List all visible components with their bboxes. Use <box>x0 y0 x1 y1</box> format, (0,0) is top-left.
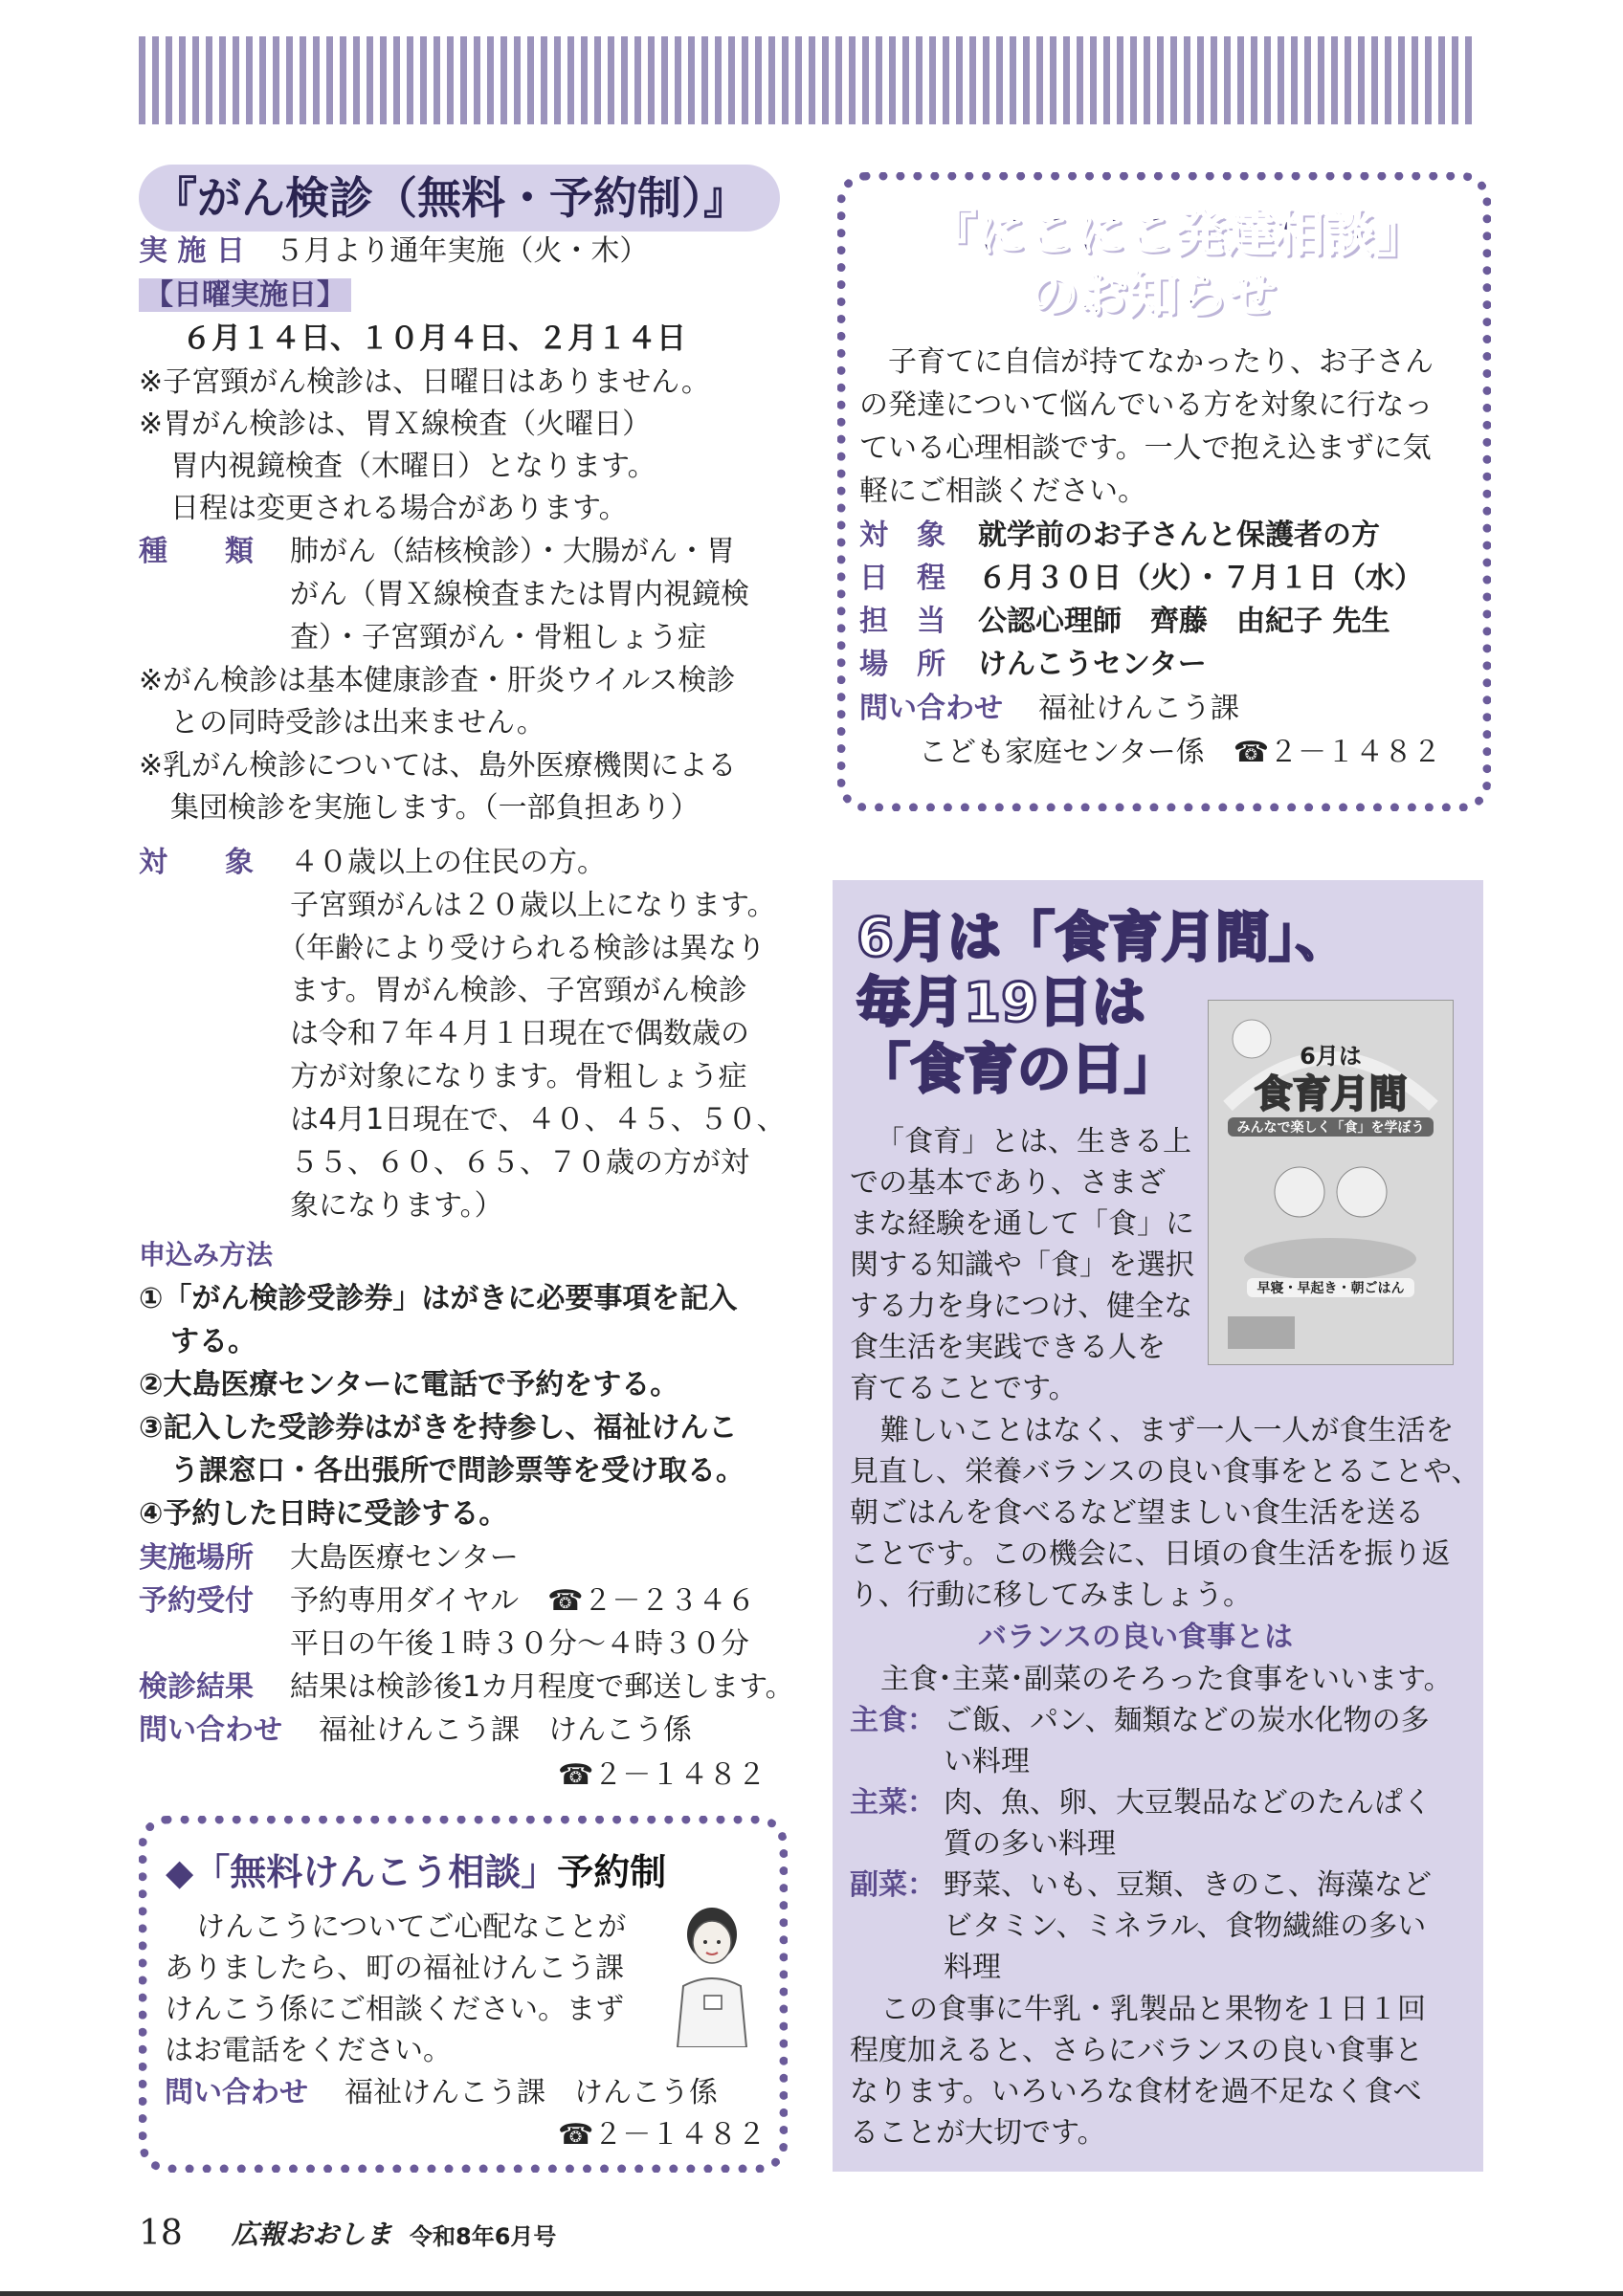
niko-row-3-label: 場 所 <box>859 648 945 681</box>
shoku-closing-3: ることが大切です。 <box>850 2116 1106 2150</box>
note2-3: 集団検診を実施します。（一部負担あり） <box>170 791 700 825</box>
place-value: 大島医療センター <box>290 1541 519 1575</box>
apply-step-5: ④予約した日時に受診する。 <box>139 1497 508 1531</box>
shushoku-line-0: ご飯、パン、麺類などの炭水化物の多 <box>944 1704 1430 1737</box>
shoku-para2-4: り、行動に移してみましょう。 <box>850 1578 1252 1612</box>
apply-step-4: う課窓口・各出張所で問診票等を受け取る。 <box>170 1454 745 1488</box>
publication-name: 広報おおしま <box>232 2219 393 2250</box>
note1-2: 胃内視鏡検査（木曜日）となります。 <box>170 450 656 483</box>
shoku-intro-6: 育てることです。 <box>850 1372 1078 1405</box>
types-label: 種 類 <box>139 535 254 568</box>
fukusai-label: 副菜： <box>850 1868 936 1902</box>
niko-body-3: 軽にご相談ください。 <box>859 475 1146 508</box>
niko-row-0-value: 就学前のお子さんと保護者の方 <box>978 519 1380 552</box>
balance-lead: 主食･主菜･副菜のそろった食事をいいます。 <box>880 1663 1453 1696</box>
apply-step-1: する。 <box>170 1325 256 1358</box>
niko-row-3-value: けんこうセンター <box>978 648 1207 681</box>
shoku-title-2: 毎月19日は <box>856 972 1145 1034</box>
types-line-2: 査）・子宮頸がん・骨粗しょう症 <box>290 621 706 654</box>
target-line-5: 方が対象になります。骨粗しょう症 <box>290 1060 747 1093</box>
target-line-6: は4月1日現在で、４０、４５、５０、 <box>290 1103 786 1137</box>
shoku-intro-1: での基本であり、さまざ <box>850 1166 1166 1200</box>
poster-top-text: 6月は <box>1300 1043 1362 1070</box>
apply-label: 申込み方法 <box>139 1239 274 1270</box>
consult-title-sub: 予約制 <box>557 1851 667 1893</box>
niko-title-1: 『にこにこ発達相談』 <box>926 206 1425 263</box>
poster-bottom-text: 早寝・早起き・朝ごはん <box>1247 1278 1414 1297</box>
shoku-closing-0: この食事に牛乳・乳製品と果物を１日１回 <box>880 1993 1426 2026</box>
inquiry-value: 福祉けんこう課 けんこう係 <box>319 1713 692 1747</box>
page-number: 18 <box>139 2214 183 2253</box>
cancer-title: 『がん検診（無料・予約制）』 <box>153 172 747 224</box>
apply-step-0: ①「がん検診受診券」はがきに必要事項を記入 <box>139 1282 738 1315</box>
fukusai-line-0: 野菜、いも、豆類、きのこ、海藻など <box>944 1868 1432 1902</box>
shoku-closing-1: 程度加えると、さらにバランスの良い食事と <box>850 2034 1424 2067</box>
niko-body-2: ている心理相談です。一人で抱え込まずに気 <box>859 431 1432 465</box>
target-line-0: ４０歳以上の住民の方。 <box>290 846 606 879</box>
issue-label: 令和8年6月号 <box>410 2223 557 2250</box>
target-line-4: は令和７年４月１日現在で偶数歳の <box>290 1017 749 1050</box>
reserve-value: 予約専用ダイヤル ☎２－２３４６ <box>290 1584 756 1618</box>
reserve-hours: 平日の午後１時３０分～４時３０分 <box>290 1627 749 1661</box>
consult-title <box>166 1848 666 1896</box>
consult-tel: ☎２－１４８２ <box>558 2118 767 2152</box>
niko-body-0: 子育てに自信が持てなかったり、お子さん <box>888 345 1434 379</box>
shoku-para2-1: 見直し、栄養バランスの良い食事をとることや、 <box>850 1455 1480 1489</box>
apply-step-3: ③記入した受診券はがきを持参し、福祉けんこ <box>139 1411 738 1445</box>
consult-body-3: はお電話をください。 <box>165 2034 452 2067</box>
consult-body-1: ありましたら、町の福祉けんこう課 <box>165 1952 624 1985</box>
niko-inquiry-label: 問い合わせ <box>859 692 1003 725</box>
poster-sub-text: みんなで楽しく「食」を学ぼう <box>1228 1117 1434 1137</box>
nurse-illustration <box>670 1904 754 2047</box>
consult-inquiry-value: 福祉けんこう課 けんこう係 <box>345 2076 718 2109</box>
shoku-intro-0: 「食育」とは、生きる上 <box>876 1125 1191 1159</box>
inquiry-label: 問い合わせ <box>139 1713 282 1747</box>
header-stripes <box>139 36 1478 124</box>
shoku-para2-0: 難しいことはなく、まず一人一人が食生活を <box>880 1414 1455 1447</box>
shushoku-line-1: い料理 <box>944 1745 1030 1778</box>
consult-inquiry-label: 問い合わせ <box>165 2076 308 2109</box>
niko-row-1-value: ６月３０日（火）・７月１日（水） <box>978 562 1423 595</box>
niko-inquiry-value-2: こども家庭センター係 ☎２－１４８２ <box>919 736 1442 769</box>
fukusai-line-2: 料理 <box>944 1951 1001 1984</box>
sunday-dates: ６月１４日、１０月４日、２月１４日 <box>182 321 686 356</box>
shusai-line-1: 質の多い料理 <box>944 1827 1116 1861</box>
types-line-0: 肺がん（結核検診）・大腸がん・胃 <box>290 535 735 568</box>
sunday-tag: 【日曜実施日】 <box>139 278 351 312</box>
types-line-1: がん（胃Ｘ線検査または胃内視鏡検 <box>290 578 749 611</box>
shusai-label: 主菜： <box>850 1786 936 1820</box>
dates-label: 実 施 日 <box>139 234 245 268</box>
shoku-intro-5: 食生活を実践できる人を <box>850 1331 1166 1364</box>
shushoku-label: 主食： <box>850 1704 936 1737</box>
shoku-title-3: 「食育の日」 <box>856 1039 1178 1101</box>
target-line-2: （年齢により受けられる検診は異なり <box>278 932 766 965</box>
target-label: 対 象 <box>139 846 254 879</box>
shoku-para2-2: 朝ごはんを食べるなど望ましい食生活を送る <box>850 1496 1424 1530</box>
consult-body-0: けんこうについてご心配なことが <box>196 1910 627 1944</box>
niko-row-1-label: 日 程 <box>859 562 945 595</box>
shoku-intro-2: まな経験を通して「食」に <box>850 1207 1194 1241</box>
shoku-intro-3: 関する知識や「食」を選択 <box>850 1248 1194 1282</box>
target-line-1: 子宮頸がんは２０歳以上になります。 <box>290 889 776 922</box>
shoku-title-1: 6月は「食育月間」、 <box>856 907 1349 969</box>
shoku-closing-2: なります。いろいろな食材を過不足なく食べ <box>850 2075 1422 2108</box>
niko-row-0-label: 対 象 <box>859 519 945 552</box>
reserve-label: 予約受付 <box>139 1584 254 1618</box>
niko-body-1: の発達について悩んでいる方を対象に行なっ <box>859 388 1434 422</box>
poster-main-text: 食育月間 <box>1254 1072 1408 1116</box>
target-line-7: ５５、６０、６５、７０歳の方が対 <box>290 1146 749 1180</box>
shusai-line-0: 肉、魚、卵、大豆製品などのたんぱく <box>944 1786 1432 1820</box>
dates-value: ５月より通年実施（火・木） <box>275 234 649 268</box>
shoku-intro-4: する力を身につけ、健全な <box>850 1290 1193 1323</box>
note2-2: ※乳がん検診については、島外医療機関による <box>139 749 737 783</box>
note1-0: ※子宮頸がん検診は、日曜日はありません。 <box>139 365 710 399</box>
result-value: 結果は検診後1カ月程度で郵送します。 <box>290 1670 794 1704</box>
apply-step-2: ②大島医療センターに電話で予約をする。 <box>139 1368 679 1402</box>
niko-row-2-label: 担 当 <box>859 605 945 638</box>
niko-inquiry-value: 福祉けんこう課 <box>1038 692 1239 725</box>
place-label: 実施場所 <box>139 1541 254 1575</box>
dates-row <box>139 231 648 273</box>
inquiry-tel: ☎２－１４８２ <box>558 1758 767 1792</box>
result-label: 検診結果 <box>139 1670 254 1704</box>
consult-body-2: けんこう係にご相談ください。まず <box>165 1993 624 2026</box>
footer-rule <box>0 2291 1623 2296</box>
fukusai-line-1: ビタミン、ミネラル、食物繊維の多い <box>944 1910 1427 1943</box>
balance-title: バランスの良い食事とは <box>978 1621 1294 1654</box>
note2-0: ※がん検診は基本健康診査・肝炎ウイルス検診 <box>139 664 736 697</box>
niko-title-2: のお知らせ <box>1029 267 1277 324</box>
note2-1: との同時受診は出来ません。 <box>170 706 545 740</box>
consult-title-main: ◆「無料けんこう相談」 <box>166 1851 558 1893</box>
shoku-para2-3: ことです。この機会に、日頃の食生活を振り返 <box>850 1537 1451 1571</box>
sunday-tag-row <box>139 275 351 317</box>
shokuiku-poster <box>1208 1000 1454 1365</box>
target-line-8: 象になります。） <box>290 1189 503 1223</box>
note1-1: ※胃がん検診は、胃Ｘ線検査（火曜日） <box>139 408 652 441</box>
target-line-3: ます。胃がん検診、子宮頸がん検診 <box>290 974 747 1007</box>
note1-3: 日程は変更される場合があります。 <box>170 492 628 525</box>
niko-row-2-value: 公認心理師 齊藤 由紀子 先生 <box>978 605 1390 638</box>
